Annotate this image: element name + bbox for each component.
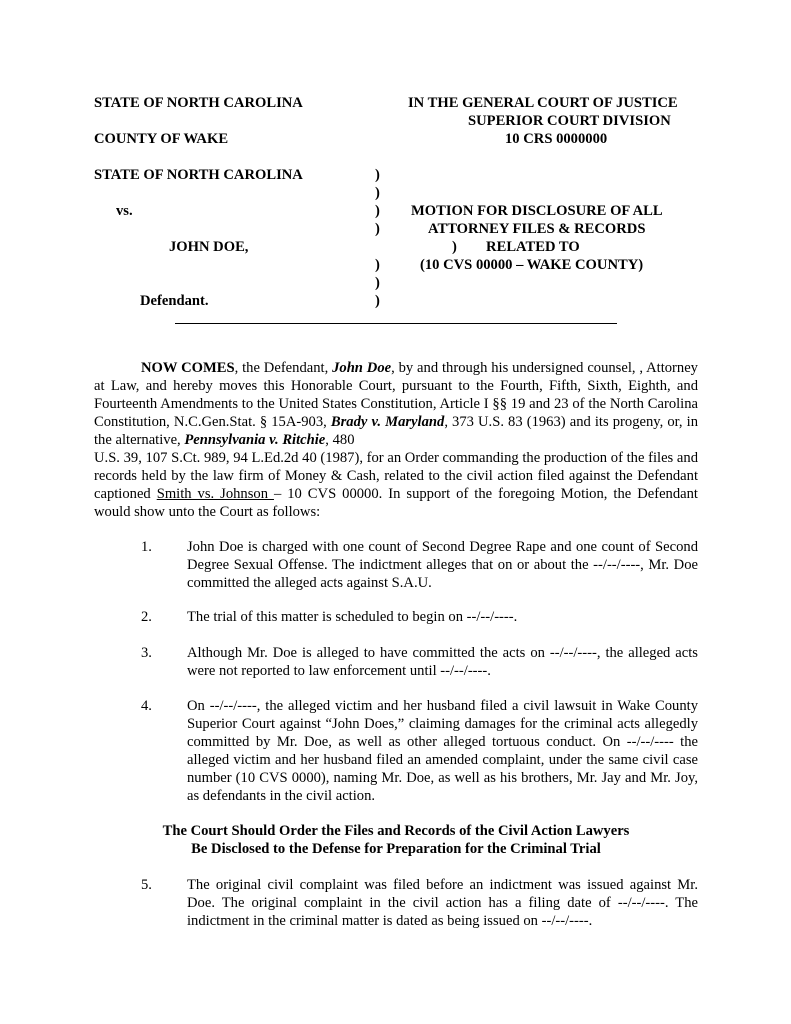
defendant-label: Defendant. xyxy=(140,293,209,309)
intro-text: , 373 U.S. 83 (1963) and its progeny, or, in the alternative, xyxy=(94,414,699,448)
court-name-line1: IN THE GENERAL COURT OF JUSTICE xyxy=(408,95,678,111)
item-number: 3. xyxy=(141,645,152,661)
file-number: 10 CRS 0000000 xyxy=(505,131,608,147)
case-citation: Brady v. Maryland xyxy=(330,414,445,430)
versus-label: vs. xyxy=(116,203,133,219)
caption-paren: ) xyxy=(375,185,380,201)
caption-paren: ) xyxy=(375,275,380,291)
defendant-ref: John Doe xyxy=(332,360,392,376)
item-number: 5. xyxy=(141,877,152,893)
caption-paren: ) xyxy=(375,221,380,237)
item-number: 2. xyxy=(141,609,152,625)
plaintiff-name: STATE OF NORTH CAROLINA xyxy=(94,167,303,183)
numbered-paragraph: On --/--/----, the alleged victim and her husband filed a civil lawsuit in Wake County Superior Court against “John Does,” claiming damages for the criminal acts allegedly committed by Mr. Doe, as well as other alleged tortuous conduct. On --/--/---- the alleged victim and her husband filed an amended complaint, under the same civil case number (10 CVS 0000), naming Mr. Doe, as well as his brothers, Mr. Jay and Mr. Joy, as defendants in the civil action. xyxy=(187,698,698,804)
numbered-paragraph: Although Mr. Doe is alleged to have committed the acts on --/--/----, the alleged acts were not reported to law enforcement until --/--/----. xyxy=(187,645,698,679)
motion-title-line1: MOTION FOR DISCLOSURE OF ALL xyxy=(411,203,663,219)
intro-paragraph xyxy=(94,359,698,521)
county-heading: COUNTY OF WAKE xyxy=(94,131,229,147)
intro-text: , 480 xyxy=(325,432,355,448)
caption-paren: ) xyxy=(375,257,380,273)
intro-text: , the Defendant, xyxy=(234,360,333,376)
section-heading-line1: The Court Should Order the Files and Records of the Civil Action Lawyers xyxy=(162,823,630,839)
numbered-paragraph: The trial of this matter is scheduled to begin on --/--/----. xyxy=(187,609,518,625)
now-comes: NOW COMES xyxy=(141,360,235,376)
numbered-paragraph: John Doe is charged with one count of Second Degree Rape and one count of Second Degree Sexual Offense. The indictment alleges that on or about the --/--/----, Mr. Doe committed the alleged acts against S.A.U. xyxy=(187,539,698,591)
intro-text: U.S. 39, 107 S.Ct. 989, 94 L.Ed.2d 40 (1987), for an Order commanding the production of the files and records held by the law firm of Money & Cash, related to the civil action filed against the Defendant captioned xyxy=(94,450,698,502)
motion-title-line3: ) RELATED TO xyxy=(452,239,580,255)
civil-case-caption: Smith vs. Johnson xyxy=(156,486,274,502)
caption-paren: ) xyxy=(375,293,380,309)
caption-paren: ) xyxy=(375,167,380,183)
item-number: 4. xyxy=(141,698,152,714)
numbered-paragraph: The original civil complaint was filed before an indictment was issued against Mr. Doe. The original complaint in the civil action has a filing date of --/--/----. The indictment in the criminal matter is dated as being issued on --/--/----. xyxy=(187,877,698,929)
section-heading-line2: Be Disclosed to the Defense for Preparation for the Criminal Trial xyxy=(191,841,601,857)
caption-paren: ) xyxy=(375,203,380,219)
intro-text: , by and through his undersigned counsel, , Attorney at Law, and hereby moves this Honorable Court, pursuant to the Fourth, Fifth, Sixth, Eighth, and Fourteenth Amendments to the United States Constitution, Article I §§ 19 and 23 of the North Carolina Constitution, N.C.Gen.Stat. § 15A-903, xyxy=(94,360,698,430)
intro-text: – 10 CVS 00000. In support of the foregoing Motion, the Defendant would show unto the Court as follows: xyxy=(94,486,698,520)
motion-title-line4: (10 CVS 00000 – WAKE COUNTY) xyxy=(420,257,644,273)
motion-title-line2: ATTORNEY FILES & RECORDS xyxy=(428,221,646,237)
case-citation: Pennsylvania v. Ritchie xyxy=(184,432,326,448)
state-heading: STATE OF NORTH CAROLINA xyxy=(94,95,303,111)
item-number: 1. xyxy=(141,539,152,555)
court-name-line2: SUPERIOR COURT DIVISION xyxy=(468,113,671,129)
defendant-name: JOHN DOE, xyxy=(169,239,249,255)
caption-divider xyxy=(175,323,617,324)
